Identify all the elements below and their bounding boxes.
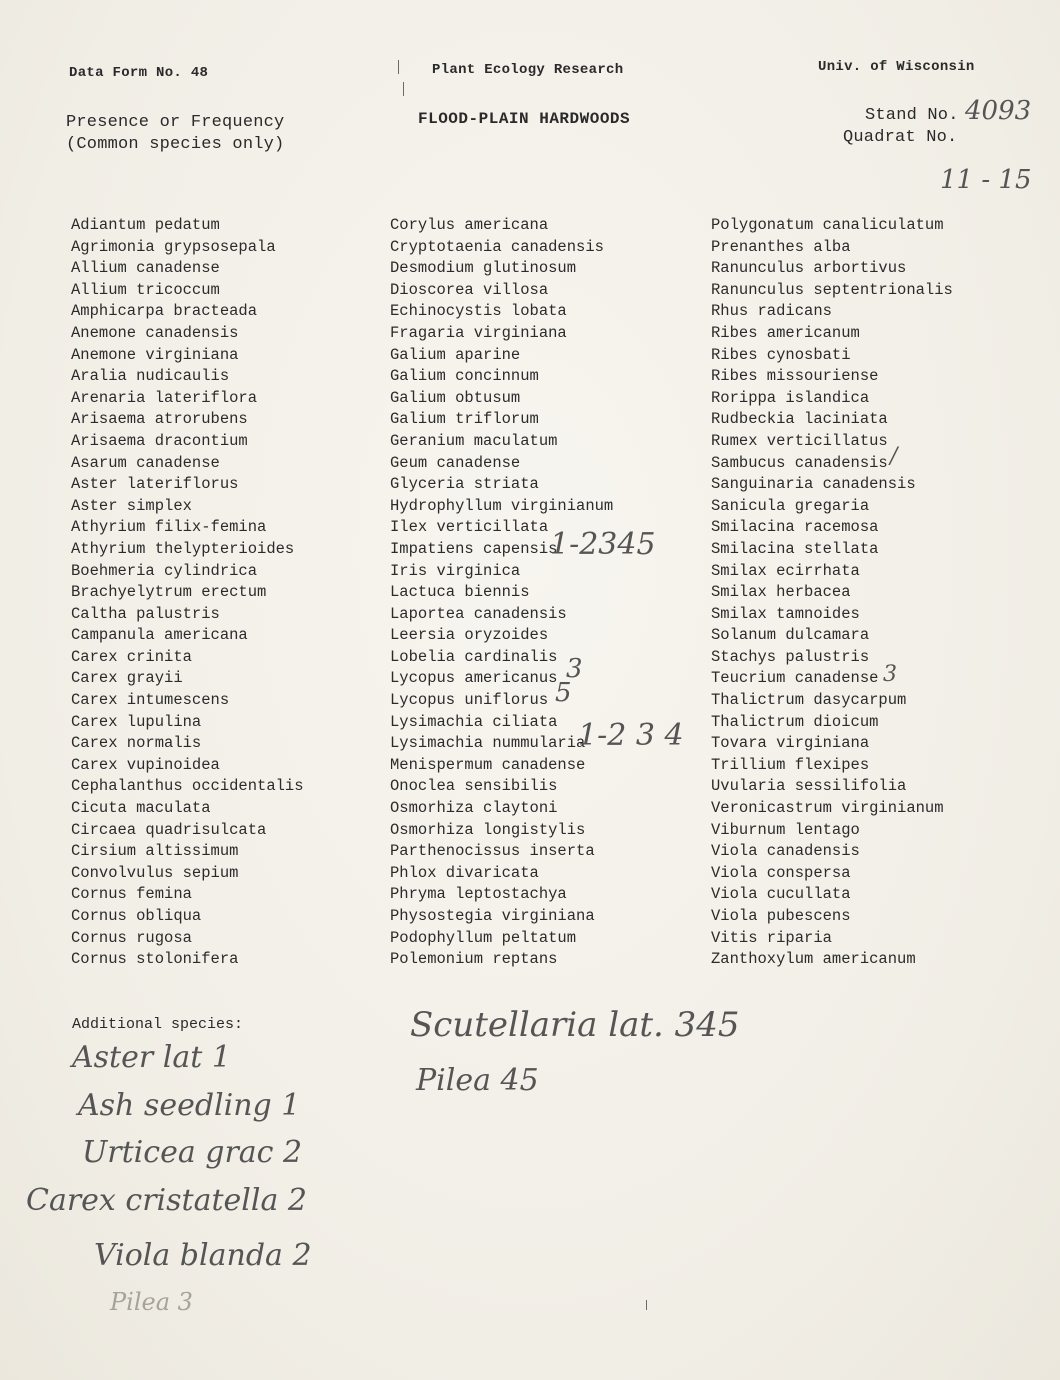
species-item: Amphicarpa bracteada: [71, 302, 258, 321]
species-item: Fragaria virginiana: [390, 323, 567, 342]
species-item: Galium concinnum: [390, 367, 539, 386]
species-item: Viburnum lentago: [711, 820, 860, 839]
species-item: Lysimachia ciliata: [390, 712, 558, 731]
species-item: Zanthoxylum americanum: [711, 950, 916, 969]
additional-species-faint-entry: Pilea 3: [110, 1288, 193, 1316]
species-item: Ranunculus septentrionalis: [711, 280, 953, 299]
species-item: Smilax herbacea: [711, 583, 851, 602]
species-item: Vitis riparia: [711, 928, 832, 947]
stand-number-value: 4093: [965, 96, 1032, 126]
species-item: Adiantum pedatum: [71, 216, 220, 234]
species-item: Sanguinaria canadensis: [711, 475, 916, 494]
species-item: Osmorhiza claytoni: [390, 799, 558, 818]
species-item: Leersia oryzoides: [390, 626, 549, 645]
stand-number-label: Stand No.: [865, 106, 959, 125]
quadrat-number-value: 11 - 15: [940, 165, 1032, 195]
species-item: Allium tricoccum: [71, 280, 220, 299]
species-item: Iris virginica: [390, 561, 521, 580]
species-item: Teucrium canadense: [711, 669, 879, 688]
species-column-3: [711, 215, 953, 971]
species-item: Cornus rugosa: [71, 928, 192, 947]
species-item: Uvularia sessilifolia: [711, 777, 907, 796]
species-item: Phlox divaricata: [390, 863, 539, 882]
species-item: Convolvulus sepium: [71, 863, 239, 882]
species-item: Campanula americana: [71, 626, 248, 645]
species-item: Geum canadense: [390, 453, 521, 472]
species-item: Lycopus uniflorus: [390, 691, 549, 710]
form-number: Data Form No. 48: [69, 65, 209, 81]
species-item: Echinocystis lobata: [390, 302, 567, 321]
species-item: Solanum dulcamara: [711, 626, 870, 645]
species-item: Onoclea sensibilis: [390, 777, 558, 796]
species-item: Polemonium reptans: [390, 950, 558, 969]
species-item: Parthenocissus inserta: [390, 842, 595, 861]
species-item: Lycopus americanus: [390, 669, 558, 688]
species-item: Lobelia cardinalis: [390, 647, 558, 666]
species-item: Rhus radicans: [711, 302, 832, 321]
species-item: Allium canadense: [71, 259, 220, 278]
species-item: Impatiens capensis: [390, 539, 558, 558]
species-item: Smilax ecirrhata: [711, 561, 860, 580]
species-item: Hydrophyllum virginianum: [390, 496, 614, 515]
species-item: Aralia nudicaulis: [71, 367, 230, 386]
species-item: Aster lateriflorus: [71, 475, 239, 494]
species-item: Rorippa islandica: [711, 388, 870, 407]
species-item: Cornus femina: [71, 885, 192, 904]
additional-species-label: Additional species:: [72, 1016, 244, 1033]
species-item: Carex vupinoidea: [71, 755, 220, 774]
species-item: Dioscorea villosa: [390, 280, 549, 299]
organization-name: Plant Ecology Research: [432, 62, 624, 78]
species-item: Cryptotaenia canadensis: [390, 237, 604, 256]
species-item: Ribes cynosbati: [711, 345, 851, 364]
additional-species-entry: Ash seedling 1: [78, 1088, 301, 1123]
species-item: Carex lupulina: [71, 712, 202, 731]
species-item: Smilax tamnoides: [711, 604, 860, 623]
additional-species-entry: Pilea 45: [416, 1063, 539, 1098]
species-item: Sambucus canadensis: [711, 453, 888, 472]
species-item: Carex crinita: [71, 647, 192, 666]
species-item: Cicuta maculata: [71, 799, 211, 818]
species-item: Ribes americanum: [711, 323, 860, 342]
species-item: Viola conspersa: [711, 863, 851, 882]
species-item: Thalictrum dasycarpum: [711, 691, 907, 710]
species-item: Carex intumescens: [71, 691, 230, 710]
species-item: Brachyelytrum erectum: [71, 583, 267, 602]
species-item: Galium obtusum: [390, 388, 521, 407]
species-item: Athyrium thelypterioides: [71, 539, 295, 558]
species-item: Cephalanthus occidentalis: [71, 777, 304, 796]
species-column-2: [390, 215, 613, 971]
species-item: Geranium maculatum: [390, 431, 558, 450]
species-item: Arenaria lateriflora: [71, 388, 258, 407]
species-item: Menispermum canadense: [390, 755, 586, 774]
pen-mark: [646, 1300, 647, 1310]
species-item: Desmodium glutinosum: [390, 259, 577, 278]
presence-subheading: (Common species only): [66, 135, 285, 154]
species-item: Boehmeria cylindrica: [71, 561, 258, 580]
species-item: Physostegia virginiana: [390, 907, 595, 925]
species-item: Smilacina racemosa: [711, 518, 879, 537]
species-item: Carex grayii: [71, 669, 183, 688]
species-item: Ranunculus arbortivus: [711, 259, 907, 278]
species-column-1: [71, 215, 304, 971]
quadrat-number-label: Quadrat No.: [843, 128, 958, 147]
species-item: Galium triflorum: [390, 410, 539, 429]
species-item: Lactuca biennis: [390, 583, 530, 602]
species-item: Asarum canadense: [71, 453, 220, 472]
species-item: Smilacina stellata: [711, 539, 879, 558]
species-item: Aster simplex: [71, 496, 192, 515]
mark-sambucus: /: [890, 444, 898, 469]
species-item: Trillium flexipes: [711, 755, 870, 774]
species-item: Circaea quadrisulcata: [71, 820, 267, 839]
species-item: Athyrium filix-femina: [71, 518, 267, 537]
species-item: Cornus obliqua: [71, 907, 202, 925]
mark-lysimachia-nummularia: 1-2 3 4: [578, 718, 684, 753]
species-item: Galium aparine: [390, 345, 521, 364]
presence-heading: Presence or Frequency: [66, 113, 285, 132]
species-item: Agrimonia grypsosepala: [71, 237, 276, 256]
additional-species-entry: Scutellaria lat. 345: [410, 1005, 740, 1045]
species-item: Polygonatum canaliculatum: [711, 216, 944, 234]
species-item: Osmorhiza longistylis: [390, 820, 586, 839]
species-item: Tovara virginiana: [711, 734, 870, 753]
species-item: Stachys palustris: [711, 647, 870, 666]
additional-species-entry: Carex cristatella 2: [26, 1183, 307, 1218]
species-item: Sanicula gregaria: [711, 496, 870, 515]
species-item: Anemone canadensis: [71, 323, 239, 342]
mark-impatiens: 1-2345: [550, 527, 656, 562]
species-item: Viola cucullata: [711, 885, 851, 904]
species-item: Podophyllum peltatum: [390, 928, 577, 947]
species-item: Viola pubescens: [711, 907, 851, 925]
species-item: Arisaema dracontium: [71, 431, 248, 450]
species-item: Rudbeckia laciniata: [711, 410, 888, 429]
university-name: Univ. of Wisconsin: [818, 59, 975, 75]
species-item: Cirsium altissimum: [71, 842, 239, 861]
species-item: Rumex verticillatus: [711, 431, 888, 450]
species-item: Anemone virginiana: [71, 345, 239, 364]
species-item: Prenanthes alba: [711, 237, 851, 256]
species-item: Thalictrum dioicum: [711, 712, 879, 731]
species-item: Carex normalis: [71, 734, 202, 753]
species-item: Laportea canadensis: [390, 604, 567, 623]
additional-species-entry: Viola blanda 2: [94, 1238, 312, 1273]
pen-mark: [403, 82, 404, 96]
mark-lycopus-uniflorus: 5: [555, 678, 572, 708]
form-title: FLOOD-PLAIN HARDWOODS: [418, 110, 631, 128]
species-item: Phryma leptostachya: [390, 885, 567, 904]
additional-species-entry: Urticea grac 2: [82, 1135, 303, 1170]
additional-species-entry: Aster lat 1: [72, 1040, 231, 1075]
mark-teucrium: 3: [883, 662, 897, 687]
species-item: Viola canadensis: [711, 842, 860, 861]
species-item: Veronicastrum virginianum: [711, 799, 944, 818]
mark-lycopus-americanus: 3: [566, 654, 583, 684]
species-item: Ribes missouriense: [711, 367, 879, 386]
pen-mark: [398, 60, 399, 74]
species-item: Glyceria striata: [390, 475, 539, 494]
species-item: Arisaema atrorubens: [71, 410, 248, 429]
species-item: Cornus stolonifera: [71, 950, 239, 969]
species-item: Ilex verticillata: [390, 518, 549, 537]
species-item: Lysimachia nummularia: [390, 734, 586, 753]
species-item: Caltha palustris: [71, 604, 220, 623]
species-item: Corylus americana: [390, 216, 549, 234]
